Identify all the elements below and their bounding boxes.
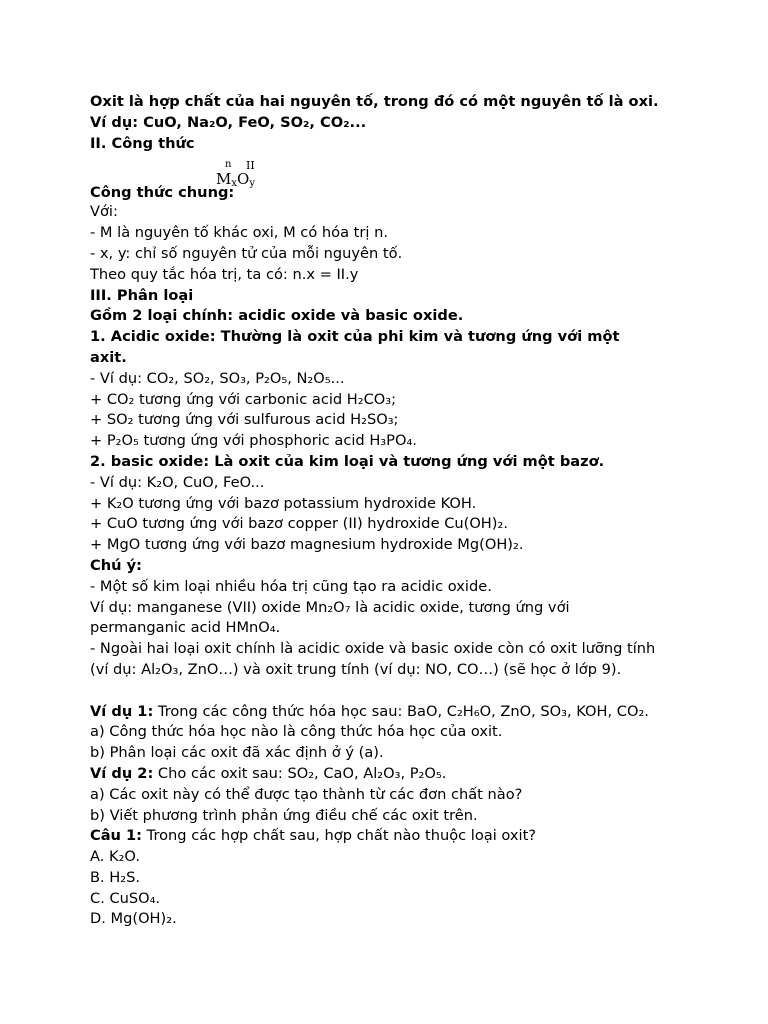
basic-oxide-line: - Ví dụ: K₂O, CuO, FeO... [90, 473, 265, 491]
formula-o: O [237, 170, 250, 189]
general-formula-line [90, 154, 690, 202]
example-1-part-b: b) Phân loại các oxit đã xác định ở ý (a). [90, 744, 384, 762]
classification-summary: Gồm 2 loại chính: acidic oxide và basic oxide. [90, 307, 464, 325]
basic-oxide-line: + CuO tương ứng với bazơ copper (II) hydroxide Cu(OH)₂. [90, 515, 508, 533]
note-line: permanganic acid HMnO₄. [90, 619, 281, 637]
note-line: - Một số kim loại nhiều hóa trị cũng tạo ra acidic oxide. [90, 577, 492, 595]
valence-n: n [225, 159, 232, 171]
example-2 [90, 764, 690, 785]
basic-oxide-line: + K₂O tương ứng với bazơ potassium hydroxide KOH. [90, 494, 477, 512]
general-formula-label: Công thức chung: [90, 184, 235, 202]
acidic-oxide-line: + SO₂ tương ứng với sulfurous acid H₂SO₃; [90, 411, 399, 429]
answer-option: B. H₂S. [90, 868, 141, 886]
oxide-examples: Ví dụ: CuO, Na₂O, FeO, SO₂, CO₂... [90, 113, 367, 131]
formula-mxoy [216, 170, 255, 189]
note-line: (ví dụ: Al₂O₃, ZnO…) và oxit trung tính (ví dụ: NO, CO…) (sẽ học ở lớp 9). [90, 660, 622, 678]
answer-option: D. Mg(OH)₂. [90, 910, 177, 928]
note-heading: Chú ý: [90, 556, 142, 574]
question-1 [90, 826, 690, 847]
example-2-part-a: a) Các oxit này có thể được tạo thành từ các đơn chất nào? [90, 785, 523, 803]
acidic-oxide-line: + P₂O₅ tương ứng với phosphoric acid H₃PO₄. [90, 432, 417, 450]
section-classification-heading: III. Phân loại [90, 286, 194, 304]
example-1-part-a: a) Công thức hóa học nào là công thức hóa học của oxit. [90, 723, 503, 741]
acidic-oxide-line: + CO₂ tương ứng với carbonic acid H₂CO₃; [90, 390, 397, 408]
example-1-label: Ví dụ 1: [90, 702, 154, 720]
answer-option: C. CuSO₄. [90, 889, 161, 907]
formula-note: Với: [90, 203, 118, 221]
answer-option: A. K₂O. [90, 848, 140, 866]
formula-x: x [231, 178, 237, 190]
acidic-oxide-heading: 1. Acidic oxide: Thường là oxit của phi kim và tương ứng với một [90, 328, 620, 346]
example-2-text: Cho các oxit sau: SO₂, CaO, Al₂O₃, P₂O₅. [153, 764, 447, 782]
formula-note: Theo quy tắc hóa trị, ta có: n.x = II.y [90, 265, 359, 283]
note-line: Ví dụ: manganese (VII) oxide Mn₂O₇ là acidic oxide, tương ứng với [90, 598, 570, 616]
formula-note: - M là nguyên tố khác oxi, M có hóa trị n. [90, 224, 388, 242]
acidic-oxide-heading-cont: axit. [90, 348, 127, 366]
formula-m: M [216, 170, 232, 189]
example-1-text: Trong các công thức hóa học sau: BaO, C₂H₆O, ZnO, SO₃, KOH, CO₂. [153, 702, 649, 720]
note-line: - Ngoài hai loại oxit chính là acidic oxide và basic oxide còn có oxit lưỡng tính [90, 640, 656, 658]
document-body [90, 92, 690, 930]
example-2-part-b: b) Viết phương trình phản ứng điều chế các oxit trên. [90, 806, 478, 824]
basic-oxide-heading: 2. basic oxide: Là oxit của kim loại và tương ứng với một bazơ. [90, 452, 605, 470]
example-1 [90, 702, 690, 723]
formula-y: y [249, 178, 255, 190]
basic-oxide-line: + MgO tương ứng với bazơ magnesium hydroxide Mg(OH)₂. [90, 536, 524, 554]
example-2-label: Ví dụ 2: [90, 764, 154, 782]
acidic-oxide-line: - Ví dụ: CO₂, SO₂, SO₃, P₂O₅, N₂O₅... [90, 369, 345, 387]
valence-ii: II [246, 159, 255, 173]
question-1-text: Trong các hợp chất sau, hợp chất nào thuộc loại oxit? [142, 827, 537, 845]
question-1-label: Câu 1: [90, 827, 143, 845]
blank-line [90, 681, 690, 702]
oxide-definition: Oxit là hợp chất của hai nguyên tố, trong đó có một nguyên tố là oxi. [90, 93, 659, 110]
section-formula-heading: II. Công thức [90, 134, 195, 152]
formula-note: - x, y: chỉ số nguyên tử của mỗi nguyên tố. [90, 244, 403, 262]
